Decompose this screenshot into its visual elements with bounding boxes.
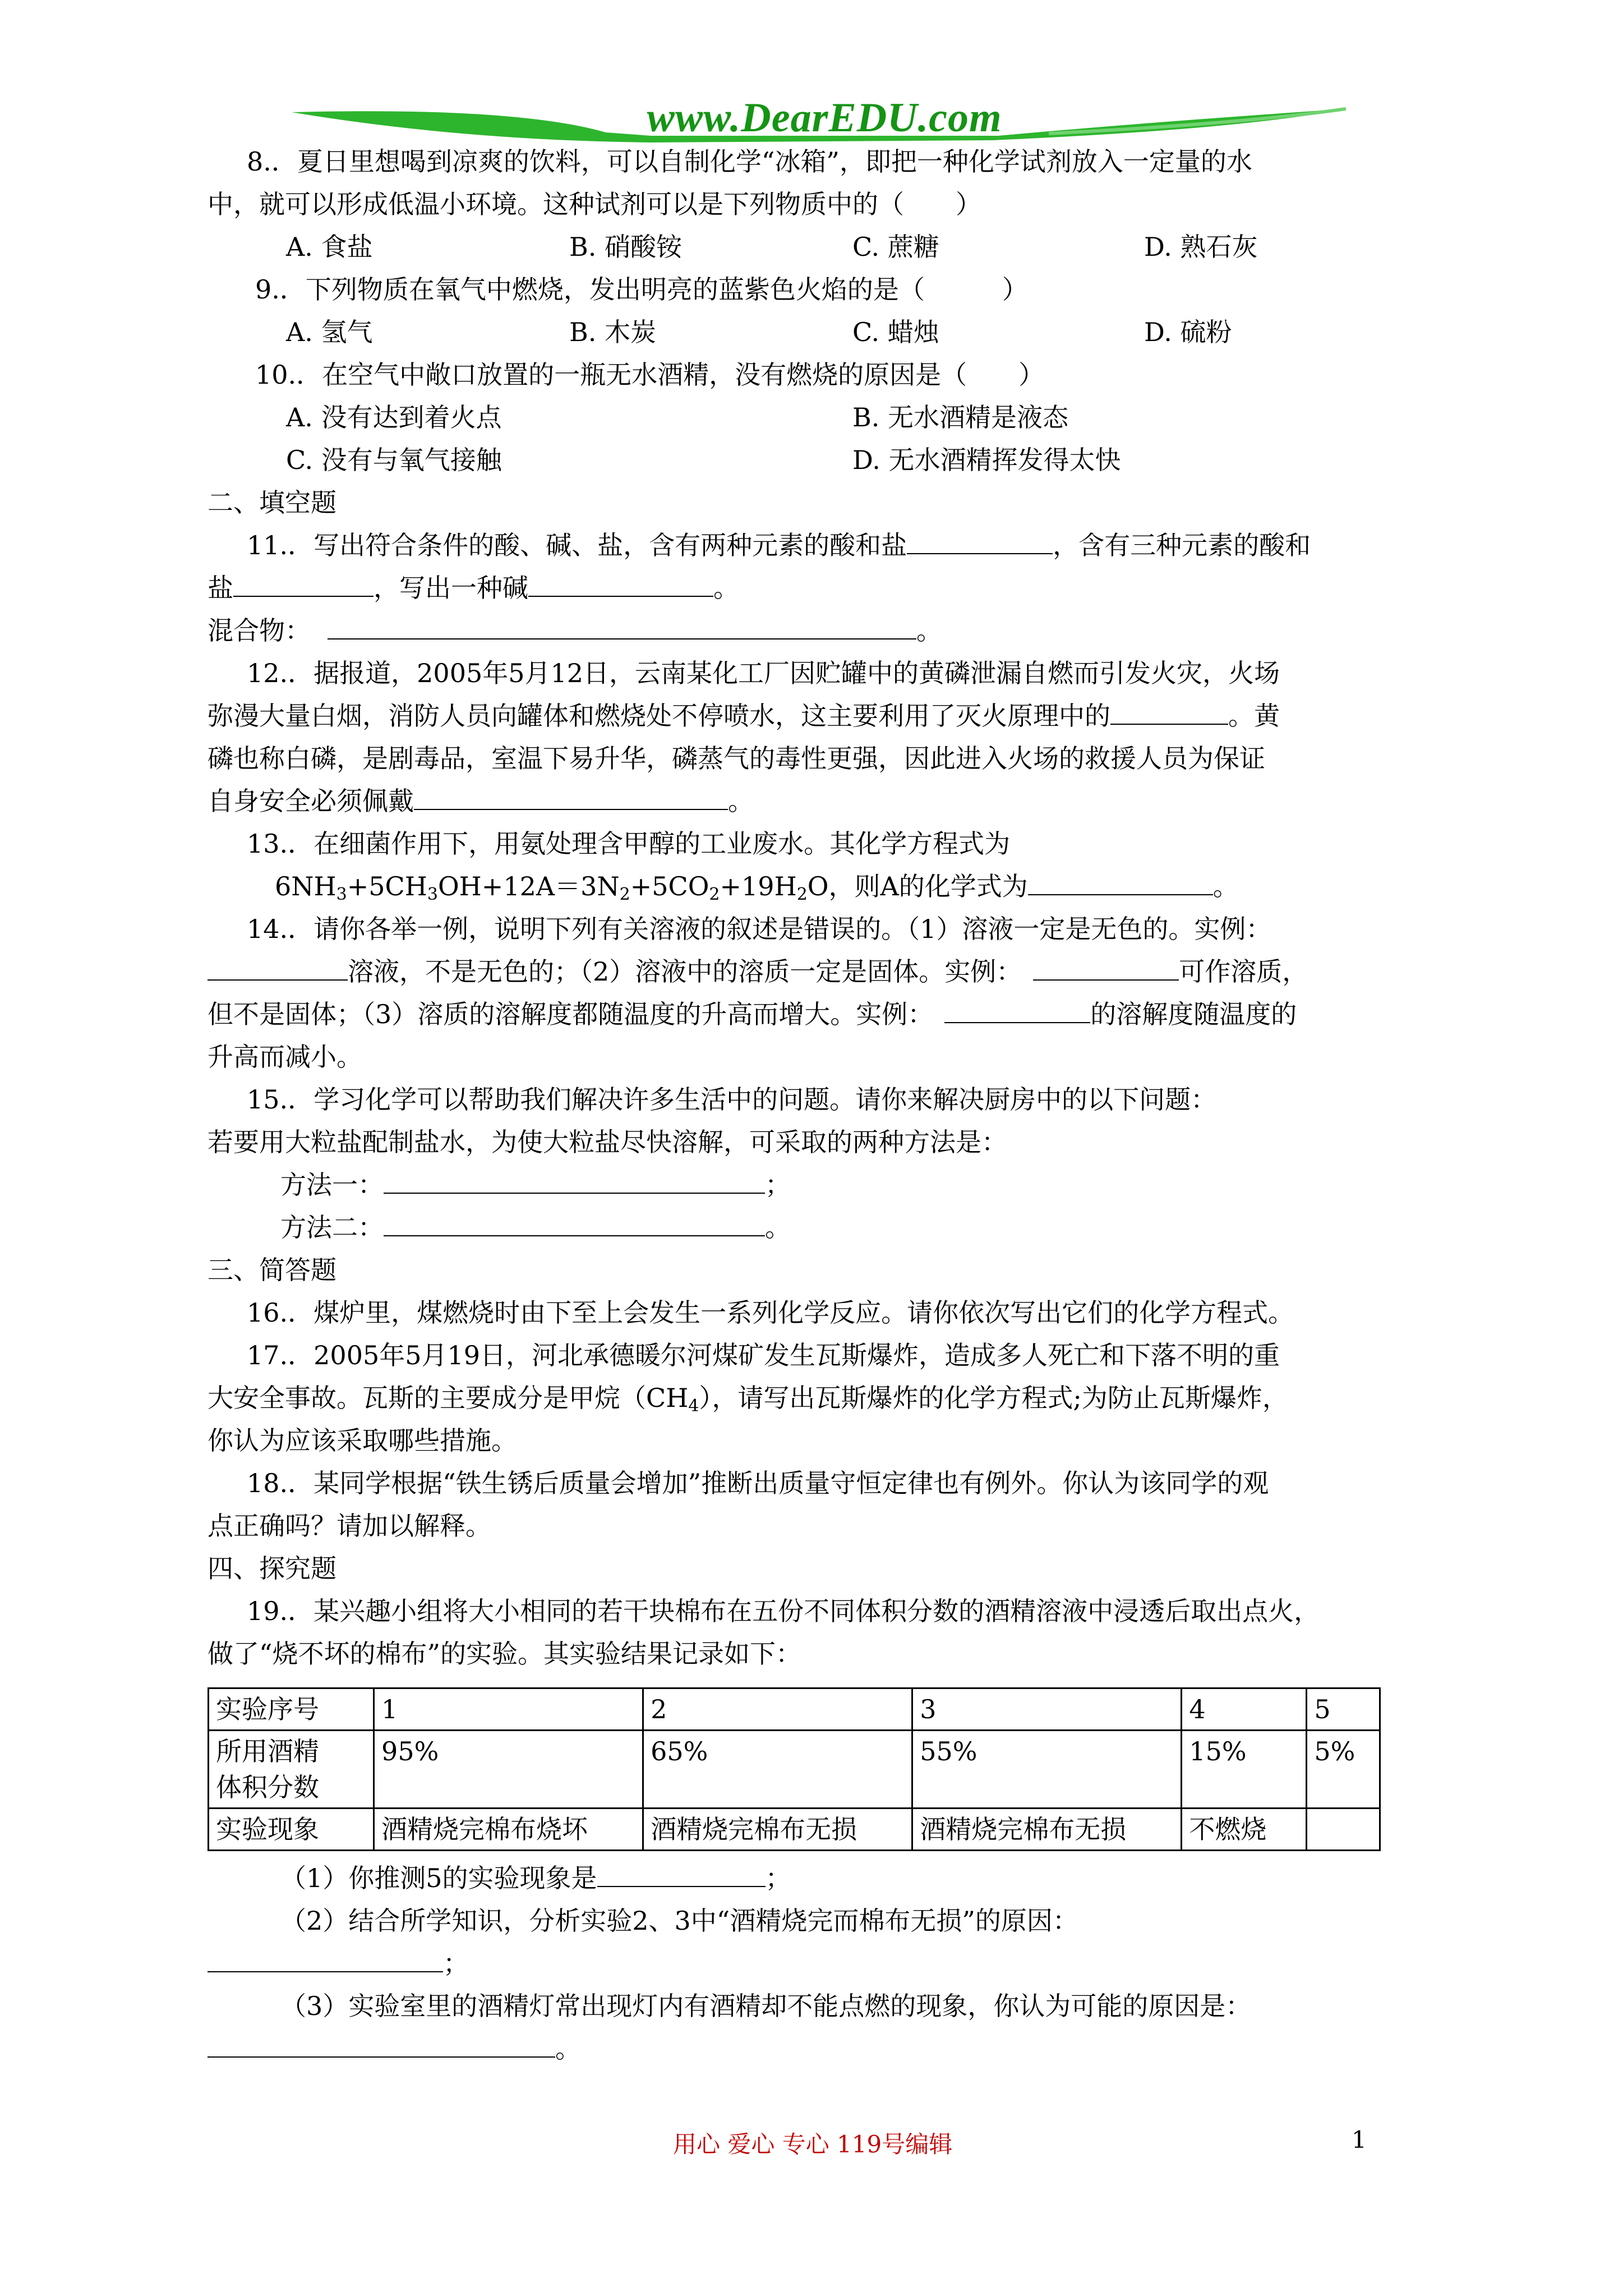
q17-text-2b: ），请写出瓦斯爆炸的化学方程式;为防止瓦斯爆炸， <box>699 1383 1288 1413</box>
table-cell: 实验序号 <box>209 1688 374 1731</box>
q15-blank-2[interactable] <box>384 1211 765 1236</box>
q10-option-b: B. 无水酒精是液态 <box>852 402 1069 432</box>
q13-eq-sub: 2 <box>619 885 630 904</box>
table-cell: 酒精烧完棉布无损 <box>912 1809 1182 1851</box>
q15-method1-end: ； <box>765 1170 791 1200</box>
q8-line1: 8.．夏日里想喝到凉爽的饮料，可以自制化学“冰箱”，即把一种化学试剂放入一定量的水 <box>247 146 1252 177</box>
q18-line1: 18.．某同学根据“铁生锈后质量会增加”推断出质量守恒定律也有例外。你认为该同学的观 <box>247 1468 1269 1498</box>
q9-line1: 9.．下列物质在氧气中燃烧，发出明亮的蓝紫色火焰的是（ ） <box>255 274 1028 305</box>
q9-option-b: B. 木炭 <box>569 317 657 347</box>
q13-eq-part: +5CO <box>630 871 709 901</box>
q15-line2: 若要用大粒盐配制盐水，为使大粒盐尽快溶解，可采取的两种方法是： <box>208 1127 1007 1157</box>
q13-eq-part: +5CH <box>347 871 427 901</box>
q14-line1: 14.．请你各举一例，说明下列有关溶液的叙述是错误的。（1）溶液一定是无色的。实例： <box>247 914 1272 944</box>
q13-eq-part: OH+12A＝3N <box>437 871 620 901</box>
table-row <box>209 1688 1380 1731</box>
table-cell: 酒精烧完棉布无损 <box>643 1809 912 1851</box>
q12-text-4a: 自身安全必须佩戴 <box>208 786 414 816</box>
q13-line1: 13.．在细菌作用下，用氨处理含甲醇的工业废水。其化学方程式为 <box>247 829 1011 859</box>
q12-text-4b: 。 <box>728 786 754 816</box>
q13-eq-part: +19H <box>720 871 797 901</box>
table-row <box>209 1731 1380 1809</box>
table-cell <box>1307 1809 1380 1851</box>
q15-method2-end: 。 <box>765 1212 791 1243</box>
table-row <box>209 1809 1380 1851</box>
q13-eq-end: 。 <box>1212 871 1239 901</box>
q17-line3: 你认为应该采取哪些措施。 <box>208 1425 517 1456</box>
table-cell: 15% <box>1182 1731 1307 1809</box>
section-fill-heading: 二、填空题 <box>208 487 336 518</box>
q11-text-d: ，写出一种碱 <box>374 573 528 603</box>
q10-option-c: C. 没有与氧气接触 <box>286 445 502 475</box>
q19-part2: （2）结合所学知识，分析实验2、3中“酒精烧完而棉布无损”的原因： <box>280 1906 1078 1936</box>
table-cell: 65% <box>643 1731 912 1809</box>
q14-blank-3[interactable] <box>944 997 1090 1023</box>
site-header <box>292 95 1346 146</box>
table-cell: 5% <box>1307 1731 1380 1809</box>
q15-method2 <box>280 1211 791 1244</box>
table-cell: 55% <box>912 1731 1182 1809</box>
q15-line1: 15.．学习化学可以帮助我们解决许多生活中的问题。请你来解决厨房中的以下问题： <box>247 1084 1217 1115</box>
q13-eq-sub: 3 <box>427 885 438 904</box>
q12-line1: 12.．据报道，2005年5月12日，云南某化工厂因贮罐中的黄磷泄漏自燃而引发火灾，火场 <box>247 658 1280 688</box>
q8-option-b: B. 硝酸铵 <box>569 232 683 262</box>
q19-part3-answer <box>208 2032 581 2065</box>
page-number: 1 <box>1352 2126 1367 2154</box>
q17-line1: 17.．2005年5月19日，河北承德暖尔河煤矿发生瓦斯爆炸，造成多人死亡和下落不明的重 <box>247 1340 1280 1370</box>
q14-text-3a: 但不是固体；（3）溶质的溶解度都随温度的升高而增大。实例： <box>208 999 934 1029</box>
q19-line1: 19.．某兴趣小组将大小相同的若干块棉布在五份不同体积分数的酒精溶液中浸透后取出点火， <box>247 1596 1320 1626</box>
q14-line4: 升高而减小。 <box>208 1042 362 1072</box>
q19-part3-end: 。 <box>555 2033 581 2064</box>
q17-sub: 4 <box>688 1396 699 1416</box>
q13-blank[interactable] <box>1028 869 1213 895</box>
q19-part1-end: ； <box>765 1863 791 1893</box>
table-cell: 实验现象 <box>209 1809 374 1851</box>
q14-text-2b: 可作溶质， <box>1179 956 1308 987</box>
q11-text-c: 盐 <box>208 573 233 603</box>
q11-line3 <box>208 614 942 647</box>
q15-method2-label: 方法二： <box>280 1212 384 1243</box>
q19-part2-end: ； <box>443 1948 469 1978</box>
table-cell: 不燃烧 <box>1182 1809 1307 1851</box>
table-cell: 95% <box>374 1731 643 1809</box>
q19-blank-3[interactable] <box>208 2032 555 2058</box>
q13-eq-sub: 2 <box>709 885 720 904</box>
q19-part1-text: （1）你推测5的实验现象是 <box>280 1863 597 1893</box>
table-cell: 1 <box>374 1688 643 1731</box>
table-label-line: 所用酒精 <box>216 1736 319 1766</box>
q11-blank-2[interactable] <box>233 571 374 597</box>
site-logo-text[interactable]: www.DearEDU.com <box>647 95 1002 141</box>
q10-option-d: D. 无水酒精挥发得太快 <box>852 445 1121 475</box>
q19-blank-2[interactable] <box>208 1947 443 1972</box>
section-explore-heading: 四、探究题 <box>208 1553 336 1584</box>
page-footer: 用心 爱心 专心 119号编辑 <box>673 2131 953 2158</box>
q10-option-a: A. 没有达到着火点 <box>286 402 502 432</box>
q8-option-a: A. 食盐 <box>286 232 373 262</box>
table-cell: 3 <box>912 1688 1182 1731</box>
q11-text-a: 11.．写出符合条件的酸、碱、盐，含有两种元素的酸和盐 <box>247 530 907 560</box>
q15-method1-label: 方法一： <box>280 1170 384 1200</box>
q11-text-b: ，含有三种元素的酸和 <box>1053 530 1311 560</box>
q14-line2 <box>208 955 1308 988</box>
table-cell: 5 <box>1307 1688 1380 1731</box>
q8-option-d: D. 熟石灰 <box>1144 232 1258 262</box>
q19-part2-answer <box>208 1947 469 1980</box>
q12-text-2a: 弥漫大量白烟，消防人员向罐体和燃烧处不停喷水，这主要利用了灭火原理中的 <box>208 701 1110 731</box>
q11-line2 <box>208 571 739 605</box>
q11-text-f: 混合物： <box>208 615 311 646</box>
q13-equation <box>275 869 1239 912</box>
q14-line3 <box>208 997 1297 1031</box>
q14-blank-1[interactable] <box>208 955 348 981</box>
q16-line1: 16.．煤炉里，煤燃烧时由下至上会发生一系列化学反应。请你依次写出它们的化学方程式。 <box>247 1297 1294 1328</box>
q11-blank-mixture[interactable] <box>328 614 916 639</box>
q17-text-2a: 大安全事故。瓦斯的主要成分是甲烷（CH <box>208 1383 689 1413</box>
q13-eq-part: 6NH <box>275 871 336 901</box>
q8-line2: 中，就可以形成低温小环境。这种试剂可以是下列物质中的（ ） <box>208 189 981 219</box>
q19-part1 <box>280 1861 791 1895</box>
q13-eq-sub: 2 <box>796 885 808 904</box>
q14-text-3b: 的溶解度随温度的 <box>1090 999 1297 1029</box>
table-cell <box>209 1731 374 1809</box>
q12-blank-2[interactable] <box>414 784 728 810</box>
q18-line2: 点正确吗？请加以解释。 <box>208 1511 491 1541</box>
q15-method1 <box>280 1168 791 1202</box>
q12-line3: 磷也称白磷，是剧毒品，室温下易升华，磷蒸气的毒性更强，因此进入火场的救援人员为保证 <box>208 743 1265 774</box>
q15-blank-1[interactable] <box>384 1168 765 1194</box>
table-cell: 4 <box>1182 1688 1307 1731</box>
q8-option-c: C. 蔗糖 <box>852 232 939 262</box>
table-cell: 2 <box>643 1688 912 1731</box>
q14-blank-2[interactable] <box>1033 955 1179 981</box>
q14-text-2a: 溶液，不是无色的；（2）溶液中的溶质一定是固体。实例： <box>348 956 1022 987</box>
q10-line1: 10.．在空气中敞口放置的一瓶无水酒精，没有燃烧的原因是（ ） <box>255 360 1045 390</box>
q11-text-e: 。 <box>713 573 739 603</box>
q12-text-2b: 。黄 <box>1228 701 1280 731</box>
section-short-heading: 三、简答题 <box>208 1255 336 1285</box>
q19-part3: （3）实验室里的酒精灯常出现灯内有酒精却不能点燃的现象，你认为可能的原因是： <box>280 1991 1252 2021</box>
q9-option-c: C. 蜡烛 <box>852 317 939 347</box>
q13-eq-sub: 3 <box>336 885 347 904</box>
q19-line2: 做了“烧不坏的棉布”的实验。其实验结果记录如下： <box>208 1639 802 1669</box>
q9-option-d: D. 硫粉 <box>1144 317 1232 347</box>
q12-blank-1[interactable] <box>1110 699 1228 725</box>
q19-blank-1[interactable] <box>597 1861 766 1887</box>
table-cell: 酒精烧完棉布烧坏 <box>374 1809 643 1851</box>
experiment-table <box>208 1687 1381 1851</box>
q17-line2 <box>208 1381 1288 1423</box>
q12-line2 <box>208 699 1280 733</box>
q11-blank-1[interactable] <box>907 528 1053 554</box>
q12-line4 <box>208 784 754 818</box>
q13-eq-part: O，则A的化学式为 <box>807 871 1028 901</box>
q9-option-a: A. 氢气 <box>286 317 373 347</box>
table-label-line: 体积分数 <box>216 1772 319 1802</box>
q11-text-g: 。 <box>916 615 942 646</box>
q11-line1 <box>247 528 1311 562</box>
q11-blank-3[interactable] <box>528 571 713 597</box>
